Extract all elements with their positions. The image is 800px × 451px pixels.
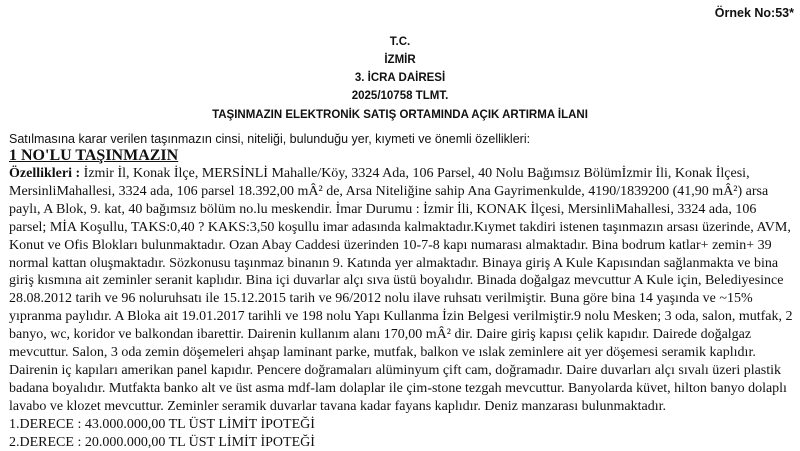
header-country: T.C. (0, 33, 800, 51)
features-label: Özellikleri : (9, 166, 80, 181)
encumbrance-item: 1.DERECE : 43.000.000,00 TL ÜST LİMİT İPOTEĞİ (9, 416, 315, 434)
intro-text: Satılmasına karar verilen taşınmazın cinsi, niteliği, bulunduğu yer, kıymeti ve önemli özellikleri: (9, 132, 530, 146)
header-file-number: 2025/10758 TLMT. (0, 87, 800, 105)
encumbrance-list (9, 416, 315, 451)
features-text: İzmir İl, Konak İlçe, MERSİNLİ Mahalle/Köy, 3324 Ada, 106 Parsel, 40 Nolu Bağımsız Bölümİzmir İli, Konak İlçesi, MersinliMahallesi, 3324 ada, 106 parsel 18.392,00 mÂ² de, Arsa Niteliğine sahip Ana Gayrimenkulde, 4190/1839200 (41,90 mÂ²) arsa paylı, A Blok, 9. kat, 40 bağımsız bölüm no.lu meskendir. İmar Durumu : İzmir İli, KONAK İlçesi, MersinliMahallesi, 3324 ada, 106 parsel; MİA Koşullu, TAKS:0,40 ? KAKS:3,50 koşullu imar adasında kalmaktadır.Kıymet takdiri istenen taşınmazın arsası üzerinde, AVM, Konut ve Ofis Blokları bulunmaktadır. Ozan Abay Caddesi üzerinden 10-7-8 kapı numarası almaktadır. Bina bodrum katlar+ zemin+ 39 normal kattan oluşmaktadır. Sözkonusu taşınmaz binanın 9. Katında yer almaktadır. Binaya giriş A Kule Kapısından sağlanmakta ve bina giriş kısmına ait zeminler seranit kaplıdır. Bina içi duvarlar alçı sıva üstü boyalıdır. Binada doğalgaz mevcuttur A Kule için, Belediyesince 28.08.2012 tarih ve 96 noluruhsatı ile 15.12.2015 tarih ve 96/2012 nolu ilave ruhsatı verilmiştir. Buna göre bina 14 yaşında ve ~15% yıpranma paylıdır. A Bloka ait 19.01.2017 tarihli ve 198 nolu Yapı Kullanma İzin Belgesi verilmiştir.9 nolu Mesken; 3 oda, salon, mutfak, 2 banyo, wc, koridor ve balkondan ibarettir. Dairenin kullanım alanı 170,00 mÂ² dir. Daire giriş kapısı çelik kapıdır. Dairede doğalgaz mevcuttur. Salon, 3 oda zemin döşemeleri ahşap laminant parke, mutfak, balkon ve ıslak zeminlere ait yer döşemesi seramik kaplıdır. Dairenin iç kapıları amerikan panel kapıdır. Pencere doğramaları alüminyum çift cam, doğramadır. Daire duvarları alçı sıvalı üzeri plastik badana boyalıdır. Mutfakta banko alt ve üst asma mdf-lam dolaplar ile çim-stone tezgah mevcuttur. Banyolarda küvet, hilton banyo dolaplı lavabo ve klozet mevcuttur. Zeminler seramik duvarlar tavana kadar fayans kaplıdır. Deniz manzarası bulunmaktadır. (9, 166, 793, 414)
property-features (9, 165, 793, 416)
encumbrance-item: 2.DERECE : 20.000.000,00 TL ÜST LİMİT İPOTEĞİ (9, 434, 315, 451)
header-office: 3. İCRA DAİRESİ (0, 69, 800, 87)
header-city: İZMİR (0, 51, 800, 69)
court-header (0, 33, 800, 105)
sample-number: Örnek No:53* (715, 6, 794, 20)
property-heading: 1 NO'LU TAŞINMAZIN (9, 147, 178, 165)
notice-title: TAŞINMAZIN ELEKTRONİK SATIŞ ORTAMINDA AÇIK ARTIRMA İLANI (0, 109, 800, 121)
